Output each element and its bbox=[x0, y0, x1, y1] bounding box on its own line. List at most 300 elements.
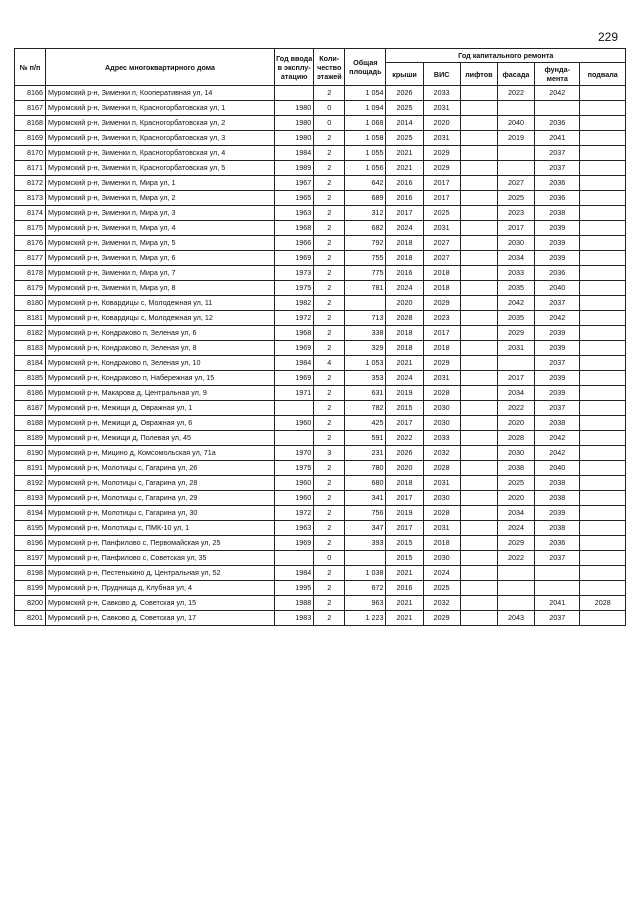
cell-year: 1967 bbox=[275, 176, 314, 191]
cell-area: 1 053 bbox=[345, 356, 386, 371]
cell-area: 1 068 bbox=[345, 116, 386, 131]
cell-floors: 0 bbox=[314, 551, 345, 566]
cell-num: 8185 bbox=[15, 371, 46, 386]
cell-floors: 2 bbox=[314, 281, 345, 296]
cell-floors: 2 bbox=[314, 236, 345, 251]
cell-vis: 2030 bbox=[423, 401, 460, 416]
cell-address: Муромский р-н, Савково д, Советская ул, 17 bbox=[45, 611, 274, 626]
cell-vis: 2030 bbox=[423, 416, 460, 431]
cell-floors: 3 bbox=[314, 446, 345, 461]
table-row bbox=[15, 431, 626, 446]
cell-num: 8197 bbox=[15, 551, 46, 566]
header-area: Общая площадь bbox=[345, 49, 386, 86]
header-vis: ВИС bbox=[423, 63, 460, 86]
cell-floors: 2 bbox=[314, 491, 345, 506]
cell-year: 1969 bbox=[275, 536, 314, 551]
cell-floors: 2 bbox=[314, 521, 345, 536]
cell-vis: 2032 bbox=[423, 596, 460, 611]
cell-lift bbox=[460, 146, 497, 161]
cell-floors: 0 bbox=[314, 116, 345, 131]
table-row bbox=[15, 536, 626, 551]
cell-facade: 2023 bbox=[497, 206, 534, 221]
page-number: 229 bbox=[597, 30, 618, 44]
cell-foundation: 2042 bbox=[535, 446, 580, 461]
cell-area: 312 bbox=[345, 206, 386, 221]
table-row bbox=[15, 461, 626, 476]
cell-vis: 2018 bbox=[423, 341, 460, 356]
cell-facade: 2027 bbox=[497, 176, 534, 191]
cell-foundation: 2036 bbox=[535, 116, 580, 131]
cell-floors: 0 bbox=[314, 101, 345, 116]
cell-lift bbox=[460, 446, 497, 461]
table-body bbox=[15, 86, 626, 626]
cell-address: Муромский р-н, Зименки п, Мира ул, 8 bbox=[45, 281, 274, 296]
cell-facade: 2029 bbox=[497, 326, 534, 341]
cell-year: 1963 bbox=[275, 206, 314, 221]
cell-basement bbox=[580, 491, 626, 506]
cell-foundation: 2039 bbox=[535, 326, 580, 341]
table-row bbox=[15, 116, 626, 131]
cell-address: Муромский р-н, Зименки п, Красногорбатовская ул, 2 bbox=[45, 116, 274, 131]
cell-year bbox=[275, 551, 314, 566]
cell-vis: 2027 bbox=[423, 251, 460, 266]
header-row-top bbox=[15, 49, 626, 63]
cell-foundation: 2038 bbox=[535, 206, 580, 221]
cell-floors: 2 bbox=[314, 506, 345, 521]
cell-address: Муромский р-н, Зименки п, Мира ул, 4 bbox=[45, 221, 274, 236]
cell-basement bbox=[580, 386, 626, 401]
cell-roof: 2025 bbox=[386, 101, 423, 116]
cell-facade: 2043 bbox=[497, 611, 534, 626]
header-floors: Коли-чество этажей bbox=[314, 49, 345, 86]
repair-schedule-sheet bbox=[14, 48, 626, 626]
cell-floors: 2 bbox=[314, 371, 345, 386]
table-row bbox=[15, 581, 626, 596]
cell-address: Муромский р-н, Макарова д, Центральная ул, 9 bbox=[45, 386, 274, 401]
cell-floors: 2 bbox=[314, 341, 345, 356]
table-row bbox=[15, 176, 626, 191]
cell-address: Муромский р-н, Мицино д, Комсомольская ул, 71а bbox=[45, 446, 274, 461]
cell-area: 1 058 bbox=[345, 131, 386, 146]
cell-lift bbox=[460, 266, 497, 281]
cell-lift bbox=[460, 326, 497, 341]
cell-year: 1973 bbox=[275, 266, 314, 281]
cell-roof: 2021 bbox=[386, 356, 423, 371]
cell-vis: 2029 bbox=[423, 296, 460, 311]
cell-lift bbox=[460, 116, 497, 131]
table-row bbox=[15, 86, 626, 101]
cell-year: 1984 bbox=[275, 566, 314, 581]
cell-num: 8196 bbox=[15, 536, 46, 551]
cell-year bbox=[275, 86, 314, 101]
cell-basement bbox=[580, 506, 626, 521]
cell-area: 231 bbox=[345, 446, 386, 461]
cell-num: 8169 bbox=[15, 131, 46, 146]
cell-facade: 2020 bbox=[497, 416, 534, 431]
cell-roof: 2026 bbox=[386, 86, 423, 101]
cell-year: 1972 bbox=[275, 311, 314, 326]
cell-lift bbox=[460, 131, 497, 146]
cell-year: 1984 bbox=[275, 146, 314, 161]
cell-foundation: 2037 bbox=[535, 401, 580, 416]
cell-lift bbox=[460, 191, 497, 206]
cell-foundation: 2039 bbox=[535, 236, 580, 251]
cell-basement bbox=[580, 236, 626, 251]
cell-area: 792 bbox=[345, 236, 386, 251]
cell-facade: 2029 bbox=[497, 536, 534, 551]
cell-lift bbox=[460, 476, 497, 491]
cell-facade: 2017 bbox=[497, 221, 534, 236]
cell-num: 8173 bbox=[15, 191, 46, 206]
cell-roof: 2020 bbox=[386, 296, 423, 311]
cell-vis: 2031 bbox=[423, 101, 460, 116]
cell-basement bbox=[580, 86, 626, 101]
cell-facade bbox=[497, 356, 534, 371]
cell-facade: 2035 bbox=[497, 311, 534, 326]
cell-address: Муромский р-н, Ковардицы с, Молодежная ул, 12 bbox=[45, 311, 274, 326]
cell-address: Муромский р-н, Кондраково п, Набережная ул, 15 bbox=[45, 371, 274, 386]
cell-num: 8194 bbox=[15, 506, 46, 521]
cell-floors: 2 bbox=[314, 536, 345, 551]
cell-roof: 2015 bbox=[386, 401, 423, 416]
cell-num: 8201 bbox=[15, 611, 46, 626]
cell-year bbox=[275, 431, 314, 446]
cell-foundation: 2040 bbox=[535, 281, 580, 296]
cell-area bbox=[345, 551, 386, 566]
cell-area: 672 bbox=[345, 581, 386, 596]
cell-year: 1980 bbox=[275, 101, 314, 116]
cell-basement bbox=[580, 281, 626, 296]
cell-area: 1 056 bbox=[345, 161, 386, 176]
cell-area: 425 bbox=[345, 416, 386, 431]
cell-year: 1975 bbox=[275, 281, 314, 296]
cell-foundation: 2039 bbox=[535, 371, 580, 386]
cell-floors: 2 bbox=[314, 416, 345, 431]
header-basement: подвала bbox=[580, 63, 626, 86]
cell-address: Муромский р-н, Межищи д, Овражная ул, 6 bbox=[45, 416, 274, 431]
cell-address: Муромский р-н, Молотицы с, Гагарина ул, 28 bbox=[45, 476, 274, 491]
cell-num: 8175 bbox=[15, 221, 46, 236]
cell-vis: 2017 bbox=[423, 176, 460, 191]
table-row bbox=[15, 416, 626, 431]
header-foundation: фунда-мента bbox=[535, 63, 580, 86]
cell-foundation: 2042 bbox=[535, 311, 580, 326]
table-row bbox=[15, 551, 626, 566]
table-row bbox=[15, 101, 626, 116]
cell-foundation: 2037 bbox=[535, 146, 580, 161]
cell-floors: 2 bbox=[314, 221, 345, 236]
cell-num: 8177 bbox=[15, 251, 46, 266]
cell-facade bbox=[497, 566, 534, 581]
cell-floors: 2 bbox=[314, 476, 345, 491]
cell-num: 8171 bbox=[15, 161, 46, 176]
cell-floors: 2 bbox=[314, 611, 345, 626]
cell-roof: 2016 bbox=[386, 581, 423, 596]
cell-area: 347 bbox=[345, 521, 386, 536]
cell-lift bbox=[460, 281, 497, 296]
cell-roof: 2017 bbox=[386, 521, 423, 536]
table-row bbox=[15, 356, 626, 371]
cell-vis: 2030 bbox=[423, 551, 460, 566]
cell-roof: 2017 bbox=[386, 416, 423, 431]
cell-area: 755 bbox=[345, 251, 386, 266]
cell-num: 8186 bbox=[15, 386, 46, 401]
cell-num: 8183 bbox=[15, 341, 46, 356]
cell-floors: 2 bbox=[314, 296, 345, 311]
cell-address: Муромский р-н, Пестенькино д, Центральная ул, 52 bbox=[45, 566, 274, 581]
cell-basement bbox=[580, 476, 626, 491]
cell-address: Муромский р-н, Пруднища д, Клубная ул, 4 bbox=[45, 581, 274, 596]
cell-vis: 2018 bbox=[423, 281, 460, 296]
header-address: Адрес многоквартирного дома bbox=[45, 49, 274, 86]
table-row bbox=[15, 611, 626, 626]
cell-basement bbox=[580, 341, 626, 356]
cell-vis: 2018 bbox=[423, 536, 460, 551]
cell-address: Муромский р-н, Панфилово с, Советская ул, 35 bbox=[45, 551, 274, 566]
cell-area: 775 bbox=[345, 266, 386, 281]
cell-num: 8189 bbox=[15, 431, 46, 446]
cell-year: 1972 bbox=[275, 506, 314, 521]
cell-facade: 2033 bbox=[497, 266, 534, 281]
cell-lift bbox=[460, 431, 497, 446]
cell-area: 1 094 bbox=[345, 101, 386, 116]
cell-roof: 2020 bbox=[386, 461, 423, 476]
cell-roof: 2019 bbox=[386, 386, 423, 401]
cell-num: 8174 bbox=[15, 206, 46, 221]
cell-vis: 2033 bbox=[423, 86, 460, 101]
cell-num: 8167 bbox=[15, 101, 46, 116]
cell-address: Муромский р-н, Кондраково п, Зеленая ул, 8 bbox=[45, 341, 274, 356]
cell-roof: 2014 bbox=[386, 116, 423, 131]
cell-foundation: 2038 bbox=[535, 491, 580, 506]
cell-lift bbox=[460, 596, 497, 611]
cell-vis: 2017 bbox=[423, 191, 460, 206]
cell-basement bbox=[580, 611, 626, 626]
cell-foundation: 2040 bbox=[535, 461, 580, 476]
cell-area: 782 bbox=[345, 401, 386, 416]
cell-address: Муромский р-н, Зименки п, Красногорбатовская ул, 4 bbox=[45, 146, 274, 161]
cell-year: 1988 bbox=[275, 596, 314, 611]
cell-basement bbox=[580, 536, 626, 551]
cell-roof: 2021 bbox=[386, 596, 423, 611]
cell-lift bbox=[460, 566, 497, 581]
cell-lift bbox=[460, 521, 497, 536]
cell-address: Муромский р-н, Зименки п, Кооперативная ул, 14 bbox=[45, 86, 274, 101]
cell-address: Муромский р-н, Зименки п, Красногорбатовская ул, 5 bbox=[45, 161, 274, 176]
cell-area: 1 054 bbox=[345, 86, 386, 101]
cell-foundation: 2037 bbox=[535, 161, 580, 176]
cell-foundation: 2037 bbox=[535, 296, 580, 311]
cell-year: 1995 bbox=[275, 581, 314, 596]
table-row bbox=[15, 401, 626, 416]
cell-facade bbox=[497, 146, 534, 161]
cell-year: 1968 bbox=[275, 221, 314, 236]
cell-roof: 2015 bbox=[386, 536, 423, 551]
cell-lift bbox=[460, 551, 497, 566]
table-row bbox=[15, 491, 626, 506]
cell-lift bbox=[460, 491, 497, 506]
cell-facade: 2017 bbox=[497, 371, 534, 386]
cell-foundation: 2039 bbox=[535, 386, 580, 401]
cell-vis: 2028 bbox=[423, 461, 460, 476]
repair-schedule-table bbox=[14, 48, 626, 626]
cell-facade: 2020 bbox=[497, 491, 534, 506]
cell-address: Муромский р-н, Межищи д, Полевая ул, 45 bbox=[45, 431, 274, 446]
table-row bbox=[15, 446, 626, 461]
cell-roof: 2018 bbox=[386, 476, 423, 491]
cell-year: 1982 bbox=[275, 296, 314, 311]
cell-foundation bbox=[535, 581, 580, 596]
cell-lift bbox=[460, 251, 497, 266]
cell-basement bbox=[580, 371, 626, 386]
cell-num: 8179 bbox=[15, 281, 46, 296]
cell-num: 8172 bbox=[15, 176, 46, 191]
cell-lift bbox=[460, 296, 497, 311]
cell-num: 8198 bbox=[15, 566, 46, 581]
cell-vis: 2029 bbox=[423, 611, 460, 626]
cell-roof: 2024 bbox=[386, 281, 423, 296]
cell-facade: 2022 bbox=[497, 551, 534, 566]
cell-facade: 2038 bbox=[497, 461, 534, 476]
cell-foundation: 2041 bbox=[535, 131, 580, 146]
cell-roof: 2021 bbox=[386, 566, 423, 581]
cell-area: 1 223 bbox=[345, 611, 386, 626]
cell-floors: 2 bbox=[314, 191, 345, 206]
table-row bbox=[15, 161, 626, 176]
cell-year: 1960 bbox=[275, 416, 314, 431]
cell-basement bbox=[580, 521, 626, 536]
cell-facade: 2025 bbox=[497, 476, 534, 491]
cell-roof: 2018 bbox=[386, 341, 423, 356]
cell-vis: 2017 bbox=[423, 326, 460, 341]
cell-address: Муромский р-н, Зименки п, Мира ул, 6 bbox=[45, 251, 274, 266]
cell-vis: 2032 bbox=[423, 446, 460, 461]
cell-vis: 2030 bbox=[423, 491, 460, 506]
cell-num: 8184 bbox=[15, 356, 46, 371]
cell-area: 393 bbox=[345, 536, 386, 551]
table-row bbox=[15, 281, 626, 296]
cell-floors: 2 bbox=[314, 401, 345, 416]
cell-roof: 2019 bbox=[386, 506, 423, 521]
cell-num: 8200 bbox=[15, 596, 46, 611]
cell-year: 1971 bbox=[275, 386, 314, 401]
cell-vis: 2031 bbox=[423, 476, 460, 491]
table-row bbox=[15, 371, 626, 386]
cell-facade: 2030 bbox=[497, 446, 534, 461]
cell-roof: 2022 bbox=[386, 431, 423, 446]
cell-foundation: 2036 bbox=[535, 266, 580, 281]
cell-facade: 2028 bbox=[497, 431, 534, 446]
cell-vis: 2031 bbox=[423, 371, 460, 386]
cell-lift bbox=[460, 101, 497, 116]
cell-vis: 2031 bbox=[423, 521, 460, 536]
cell-floors: 2 bbox=[314, 86, 345, 101]
cell-address: Муромский р-н, Ковардицы с, Молодежная ул, 11 bbox=[45, 296, 274, 311]
cell-basement bbox=[580, 551, 626, 566]
cell-num: 8168 bbox=[15, 116, 46, 131]
cell-floors: 2 bbox=[314, 206, 345, 221]
cell-foundation: 2038 bbox=[535, 521, 580, 536]
cell-area: 631 bbox=[345, 386, 386, 401]
header-roof: крыши bbox=[386, 63, 423, 86]
cell-num: 8188 bbox=[15, 416, 46, 431]
cell-lift bbox=[460, 401, 497, 416]
cell-lift bbox=[460, 206, 497, 221]
cell-lift bbox=[460, 611, 497, 626]
cell-foundation: 2036 bbox=[535, 191, 580, 206]
cell-facade bbox=[497, 161, 534, 176]
header-facade: фасада bbox=[497, 63, 534, 86]
cell-num: 8176 bbox=[15, 236, 46, 251]
cell-lift bbox=[460, 311, 497, 326]
table-row bbox=[15, 266, 626, 281]
cell-num: 8191 bbox=[15, 461, 46, 476]
cell-facade: 2030 bbox=[497, 236, 534, 251]
table-row bbox=[15, 131, 626, 146]
cell-num: 8181 bbox=[15, 311, 46, 326]
cell-basement bbox=[580, 311, 626, 326]
cell-facade bbox=[497, 581, 534, 596]
cell-year: 1963 bbox=[275, 521, 314, 536]
cell-foundation: 2042 bbox=[535, 431, 580, 446]
cell-num: 8190 bbox=[15, 446, 46, 461]
cell-basement bbox=[580, 206, 626, 221]
cell-foundation: 2037 bbox=[535, 611, 580, 626]
table-row bbox=[15, 296, 626, 311]
cell-year: 1984 bbox=[275, 356, 314, 371]
cell-basement bbox=[580, 326, 626, 341]
cell-basement bbox=[580, 401, 626, 416]
cell-vis: 2031 bbox=[423, 131, 460, 146]
cell-foundation: 2039 bbox=[535, 221, 580, 236]
cell-facade: 2034 bbox=[497, 506, 534, 521]
cell-roof: 2018 bbox=[386, 326, 423, 341]
cell-year: 1969 bbox=[275, 341, 314, 356]
cell-address: Муромский р-н, Молотицы с, ПМК-10 ул, 1 bbox=[45, 521, 274, 536]
cell-basement bbox=[580, 161, 626, 176]
cell-area: 963 bbox=[345, 596, 386, 611]
cell-vis: 2027 bbox=[423, 236, 460, 251]
cell-lift bbox=[460, 506, 497, 521]
table-row bbox=[15, 596, 626, 611]
table-row bbox=[15, 341, 626, 356]
cell-vis: 2031 bbox=[423, 221, 460, 236]
cell-facade: 2025 bbox=[497, 191, 534, 206]
cell-year: 1970 bbox=[275, 446, 314, 461]
cell-address: Муромский р-н, Кондраково п, Зеленая ул, 10 bbox=[45, 356, 274, 371]
cell-basement bbox=[580, 581, 626, 596]
cell-vis: 2018 bbox=[423, 266, 460, 281]
cell-floors: 2 bbox=[314, 251, 345, 266]
cell-area: 642 bbox=[345, 176, 386, 191]
cell-vis: 2020 bbox=[423, 116, 460, 131]
cell-basement bbox=[580, 461, 626, 476]
cell-vis: 2025 bbox=[423, 206, 460, 221]
cell-address: Муромский р-н, Савково д, Советская ул, 15 bbox=[45, 596, 274, 611]
cell-roof: 2025 bbox=[386, 131, 423, 146]
cell-lift bbox=[460, 371, 497, 386]
cell-roof: 2016 bbox=[386, 176, 423, 191]
cell-year: 1969 bbox=[275, 251, 314, 266]
cell-num: 8166 bbox=[15, 86, 46, 101]
cell-facade: 2035 bbox=[497, 281, 534, 296]
cell-roof: 2018 bbox=[386, 251, 423, 266]
cell-roof: 2021 bbox=[386, 611, 423, 626]
cell-facade: 2034 bbox=[497, 251, 534, 266]
cell-address: Муромский р-н, Молотицы с, Гагарина ул, 29 bbox=[45, 491, 274, 506]
table-row bbox=[15, 146, 626, 161]
cell-foundation: 2036 bbox=[535, 536, 580, 551]
